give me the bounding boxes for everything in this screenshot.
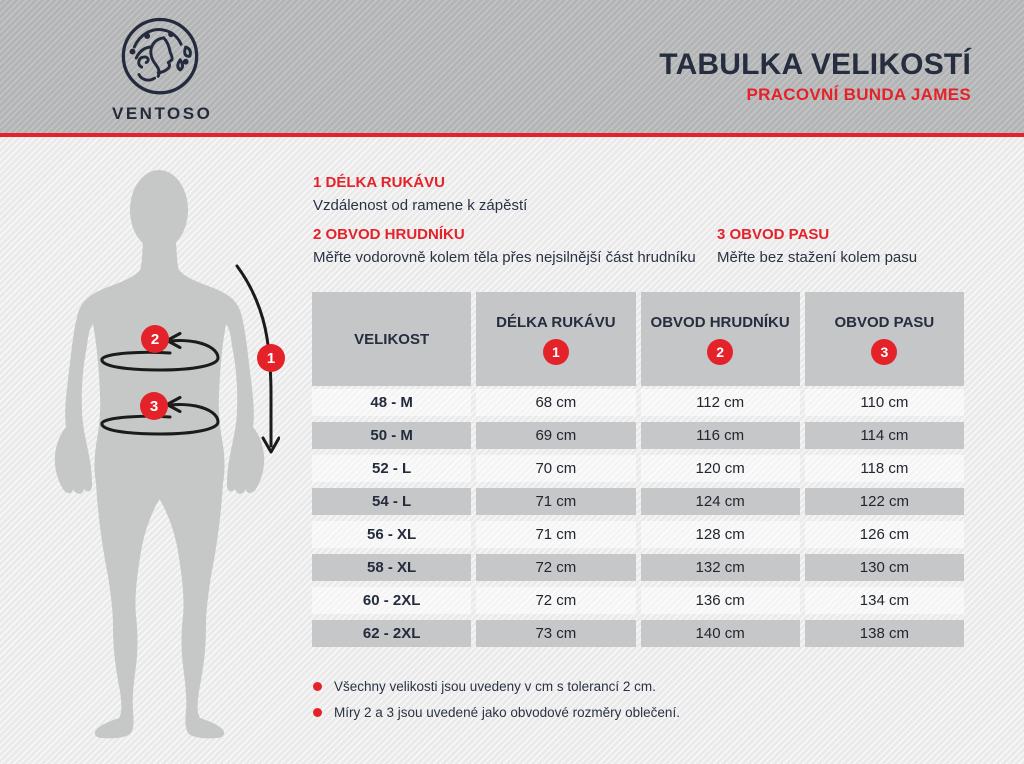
cell-size: 60 - 2XL	[312, 584, 471, 617]
cell-size: 62 - 2XL	[312, 617, 471, 650]
cell-sleeve: 73 cm	[476, 617, 635, 650]
cell-sleeve: 72 cm	[476, 584, 635, 617]
instruction-sleeve-desc: Vzdálenost od ramene k zápěstí	[313, 197, 528, 214]
column-header-waist	[805, 292, 964, 386]
footnote-circumference	[313, 705, 680, 720]
marker-2-chest: 2	[141, 325, 169, 353]
cell-chest: 140 cm	[641, 617, 800, 650]
ventoso-logo-icon	[114, 14, 206, 102]
cell-waist: 126 cm	[805, 518, 964, 551]
cell-chest: 136 cm	[641, 584, 800, 617]
column-badge-3: 3	[871, 339, 897, 365]
cell-waist: 122 cm	[805, 485, 964, 518]
cell-sleeve: 71 cm	[476, 485, 635, 518]
page-title: TABULKA VELIKOSTÍ	[659, 48, 971, 81]
instruction-waist	[717, 226, 1007, 266]
title-block	[659, 48, 971, 105]
bullet-dot-icon	[313, 682, 322, 691]
cell-waist: 138 cm	[805, 617, 964, 650]
marker-1-sleeve: 1	[257, 344, 285, 372]
cell-chest: 124 cm	[641, 485, 800, 518]
footnotes	[313, 679, 680, 731]
cell-waist: 114 cm	[805, 419, 964, 452]
ventoso-logo	[112, 14, 213, 124]
instruction-sleeve-title: 1 DÉLKA RUKÁVU	[313, 174, 445, 191]
cell-size: 50 - M	[312, 419, 471, 452]
cell-chest: 132 cm	[641, 551, 800, 584]
cell-sleeve: 70 cm	[476, 452, 635, 485]
cell-chest: 128 cm	[641, 518, 800, 551]
cell-size: 58 - XL	[312, 551, 471, 584]
page-header	[0, 0, 1024, 137]
cell-sleeve: 72 cm	[476, 551, 635, 584]
column-header-size: VELIKOST	[312, 292, 471, 386]
human-silhouette-icon	[30, 160, 280, 760]
column-badge-1: 1	[543, 339, 569, 365]
body-measurement-diagram	[30, 160, 280, 760]
instruction-sleeve	[313, 174, 733, 214]
brand-name: VENTOSO	[112, 104, 213, 123]
instruction-chest-desc: Měřte vodorovně kolem těla přes nejsilnější část hrudníku	[313, 249, 696, 266]
cell-chest: 116 cm	[641, 419, 800, 452]
instruction-waist-title: 3 OBVOD PASU	[717, 226, 830, 243]
instruction-chest	[313, 226, 733, 266]
footnote-tolerance-text: Všechny velikosti jsou uvedeny v cm s tolerancí 2 cm.	[334, 679, 656, 694]
cell-chest: 112 cm	[641, 386, 800, 419]
bullet-dot-icon	[313, 708, 322, 717]
column-header-sleeve	[476, 292, 635, 386]
cell-waist: 110 cm	[805, 386, 964, 419]
column-badge-2: 2	[707, 339, 733, 365]
cell-waist: 118 cm	[805, 452, 964, 485]
cell-size: 56 - XL	[312, 518, 471, 551]
column-header-chest-label: OBVOD HRUDNÍKU	[650, 313, 790, 331]
cell-waist: 134 cm	[805, 584, 964, 617]
column-header-waist-label: OBVOD PASU	[834, 313, 935, 331]
cell-chest: 120 cm	[641, 452, 800, 485]
cell-size: 48 - M	[312, 386, 471, 419]
cell-sleeve: 68 cm	[476, 386, 635, 419]
marker-3-waist: 3	[140, 392, 168, 420]
footnote-tolerance	[313, 679, 680, 694]
column-header-sleeve-label: DÉLKA RUKÁVU	[496, 313, 616, 331]
column-header-chest	[641, 292, 800, 386]
size-table	[312, 292, 964, 650]
cell-sleeve: 71 cm	[476, 518, 635, 551]
page-subtitle: PRACOVNÍ BUNDA JAMES	[746, 85, 971, 104]
cell-size: 52 - L	[312, 452, 471, 485]
instruction-chest-title: 2 OBVOD HRUDNÍKU	[313, 226, 465, 243]
cell-waist: 130 cm	[805, 551, 964, 584]
cell-size: 54 - L	[312, 485, 471, 518]
instruction-waist-desc: Měřte bez stažení kolem pasu	[717, 249, 918, 266]
footnote-circumference-text: Míry 2 a 3 jsou uvedené jako obvodové rozměry oblečení.	[334, 705, 680, 720]
cell-sleeve: 69 cm	[476, 419, 635, 452]
